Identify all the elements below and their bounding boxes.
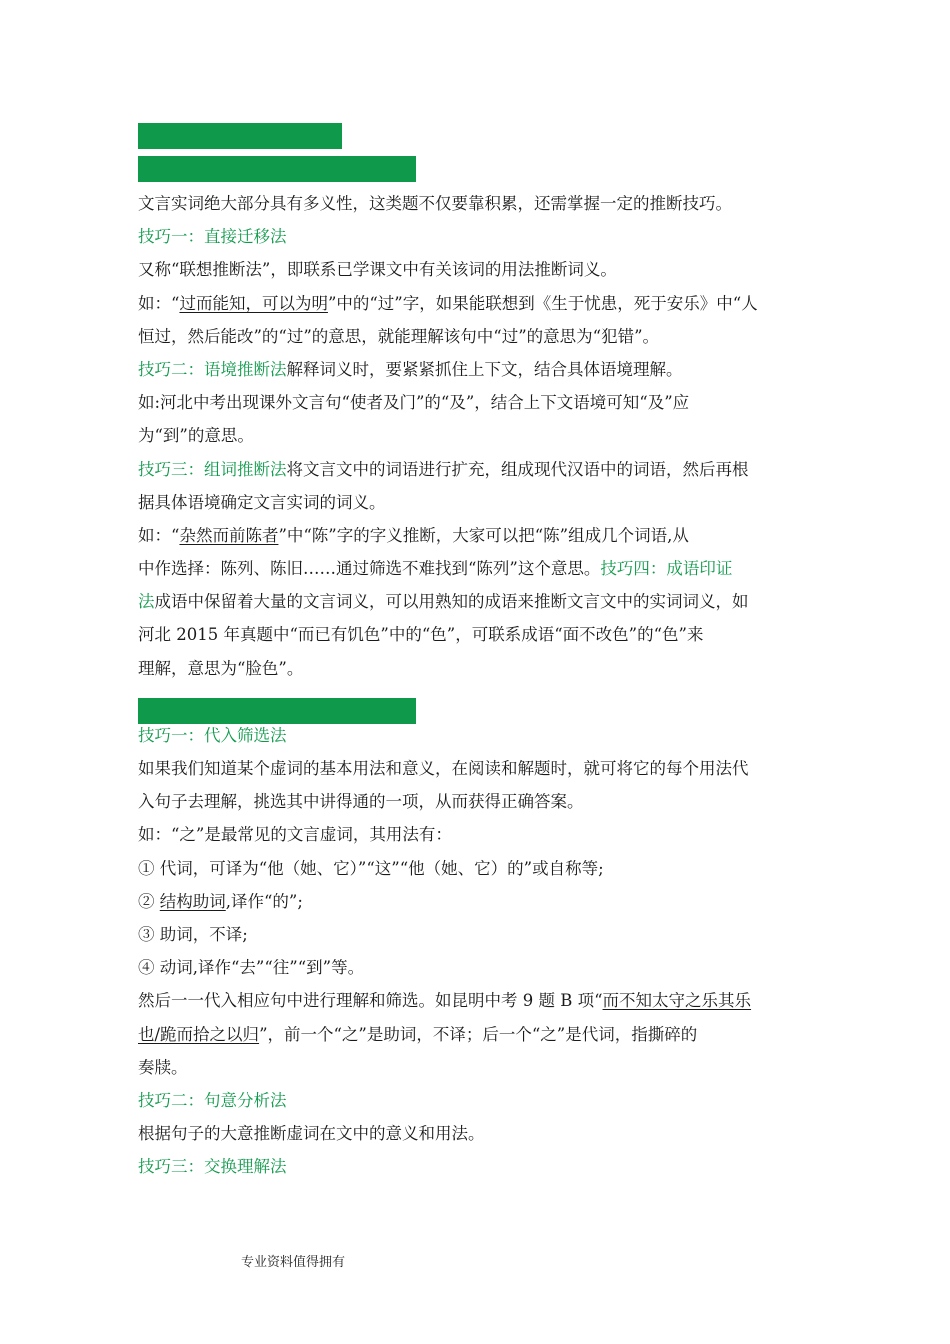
example-quote: 也/跪而拾之以归	[138, 1024, 260, 1044]
page-footer: 专业资料值得拥有	[241, 1255, 346, 1270]
usage-term: 结构助词	[159, 891, 226, 911]
usage-item-2: ② 结构助词,译作“的”;	[138, 891, 303, 911]
example-quote: 杂然而前陈者	[179, 525, 279, 545]
usage-item-3: ③ 助词，不译;	[138, 924, 248, 944]
s2-tip1-title: 技巧一：代入筛选法	[138, 725, 287, 745]
tip3-paragraph-cont: 据具体语境确定文言实词的词义。	[138, 492, 386, 512]
s2-tip2-title: 技巧二：句意分析法	[138, 1090, 287, 1110]
usage-item-4: ④ 动词,译作“去”“往”“到”等。	[138, 958, 365, 978]
tip4-paragraph-cont: 河北 2015 年真题中“而已有饥色”中的“色”，可联系成语“面不改色”的“色”来	[138, 625, 704, 645]
tip1-title: 技巧一：直接迁移法	[138, 227, 287, 247]
tip4-title: 技巧四：成语印证	[600, 559, 733, 579]
tip3-example: 如：“杂然而前陈者”中“陈”字的字义推断，大家可以把“陈”组成几个词语,从	[138, 525, 689, 545]
tip2-title: 技巧二：语境推断法	[138, 359, 287, 379]
tip4-paragraph: 法成语中保留着大量的文言词义，可以用熟知的成语来推断文言文中的实词词义，如	[138, 592, 749, 612]
s2-tip3-title: 技巧三：交换理解法	[138, 1157, 287, 1177]
s2-after: 然后一一代入相应句中进行理解和筛选。如昆明中考 9 题 B 项“而不知太守之乐其乐	[138, 991, 752, 1011]
tip3-example-cont: 中作选择：陈列、陈旧……通过筛选不难找到“陈列”这个意思。技巧四：成语印证	[138, 559, 733, 579]
tip1-desc: 又称“联想推断法”，即联系已学课文中有关该词的用法推断词义。	[138, 260, 617, 280]
tip2-example: 如:河北中考出现课外文言句“使者及门”的“及”，结合上下文语境可知“及”应	[138, 393, 690, 413]
example-quote: 而不知太守之乐其乐	[602, 991, 752, 1011]
tip1-example-cont: 恒过，然后能改”的“过”的意思，就能理解该句中“过”的意思为“犯错”。	[138, 326, 660, 346]
tip3-title: 技巧三：组词推断法	[138, 459, 287, 479]
s2-tip1-desc-cont: 入句子去理解，挑选其中讲得通的一项，从而获得正确答案。	[138, 792, 584, 812]
main-content	[138, 187, 828, 1183]
s2-after-end: 奏牍。	[138, 1057, 188, 1077]
tip2-paragraph: 技巧二：语境推断法解释词义时，要紧紧抓住上下文，结合具体语境理解。	[138, 359, 683, 379]
section-header-bar-1	[138, 123, 342, 149]
example-quote: 过而能知，可以为明	[179, 293, 328, 313]
s2-tip1-desc: 如果我们知道某个虚词的基本用法和意义，在阅读和解题时，就可将它的每个用法代	[138, 759, 749, 778]
usage-item-1: ① 代词，可译为“他（她、它）”“这”“他（她、它）的”或自称等;	[138, 858, 604, 878]
s2-tip2-desc: 根据句子的大意推断虚词在文中的意义和用法。	[138, 1124, 485, 1144]
section-header-bar-3	[138, 698, 416, 724]
tip3-paragraph: 技巧三：组词推断法将文言文中的词语进行扩充，组成现代汉语中的词语，然后再根	[138, 459, 749, 479]
tip2-example-cont: 为“到”的意思。	[138, 426, 254, 446]
intro-paragraph: 文言实词绝大部分具有多义性，这类题不仅要靠积累，还需掌握一定的推断技巧。	[138, 194, 732, 213]
tip1-example: 如：“过而能知，可以为明”中的“过”字，如果能联想到《生于忧患，死于安乐》中“人	[138, 293, 758, 313]
s2-tip1-example: 如：“之”是最常见的文言虚词，其用法有：	[138, 825, 452, 845]
tip4-paragraph-end: 理解，意思为“脸色”。	[138, 658, 304, 678]
s2-after-cont: 也/跪而拾之以归”，前一个“之”是助词，不译；后一个“之”是代词，指撕碎的	[138, 1024, 698, 1044]
section-header-bar-2	[138, 156, 416, 182]
